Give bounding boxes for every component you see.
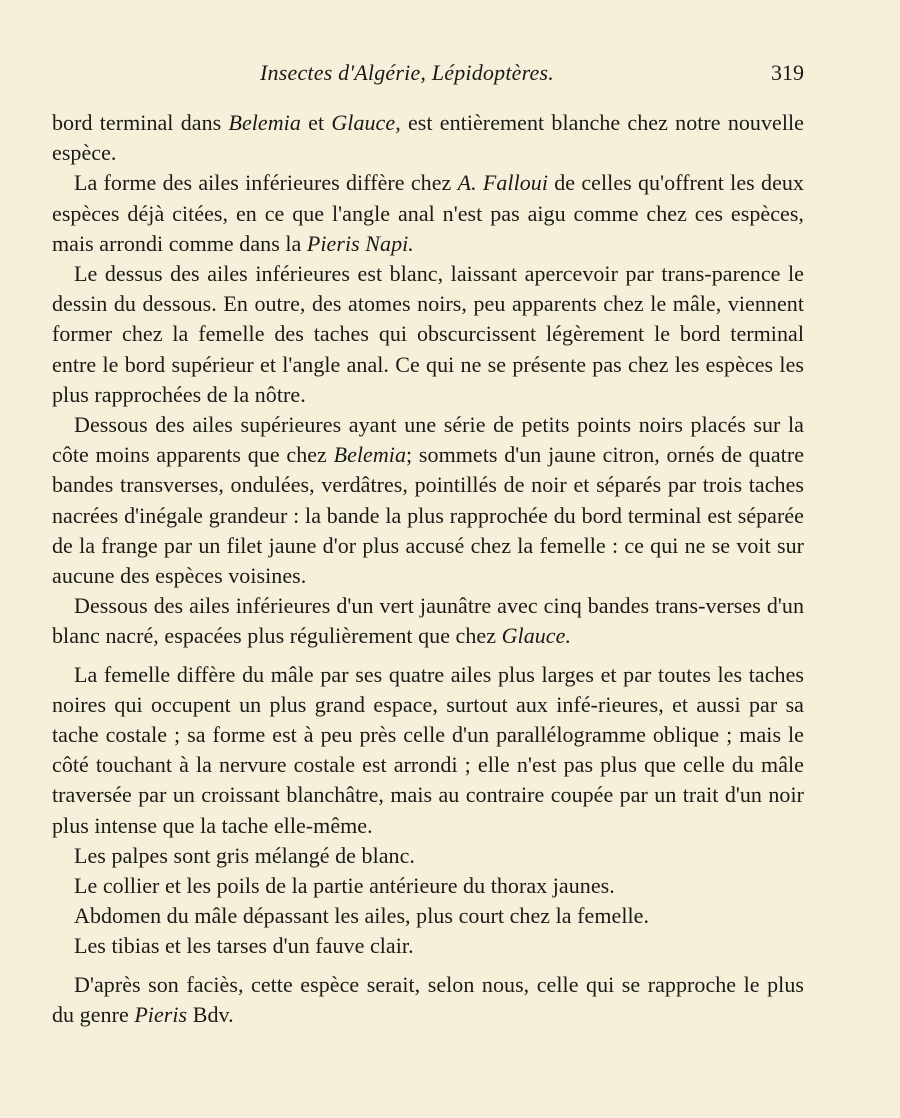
text-segment: Le dessus des ailes inférieures est blanc, laissant apercevoir par trans-parence le dessin du dessous. En outre, des atomes noirs, peu apparents chez le mâle, viennent former chez la femelle des taches qui obscurcissent légèrement le bord terminal entre le bord supérieur et l'angle anal. Ce qui ne se présente pas chez les espèces les plus rapprochées de la nôtre. [52, 261, 804, 407]
italic-name: Glauce, [331, 110, 401, 135]
italic-name: Glauce. [501, 623, 571, 649]
italic-name: Pieris [134, 1001, 188, 1027]
running-title: Insectes d'Algérie, Lépidoptères. [260, 60, 554, 85]
text-segment: et [300, 110, 332, 135]
paragraph [52, 841, 804, 871]
paragraph [52, 970, 804, 1030]
text-segment: ; sommets d'un jaune citron, ornés de quatre bandes transverses, ondulées, verdâtres, pointillés de noir et séparés par trois taches nacrées d'inégale grandeur : la bande la plus rapprochée du bord terminal est séparée de la frange par un filet jaune d'or plus accusé chez la femelle : ce qui ne se voit sur aucune des espèces voisines. [52, 442, 805, 589]
page-number: 319 [771, 60, 804, 85]
italic-name: Pieris Napi. [306, 230, 414, 256]
text-segment: Le collier et les poils de la partie antérieure du thorax jaunes. [74, 873, 615, 899]
body-text [52, 108, 804, 1030]
paragraph [52, 410, 804, 591]
text-segment: est entièrement blanche chez notre nouvelle espèce. [52, 110, 804, 166]
paragraph [52, 168, 804, 259]
text-segment: Bdv. [187, 1001, 234, 1027]
paragraph [52, 901, 804, 931]
text-segment: Dessous des ailes supérieures ayant une série de petits points noirs placés sur la côte moins apparents que chez [52, 412, 804, 468]
paragraph [52, 660, 804, 841]
text-segment: de celles qu'offrent les deux espèces déjà citées, en ce que l'angle anal n'est pas aigu comme chez ces espèces, mais arrondi comme dans la [52, 170, 804, 256]
text-segment: La femelle diffère du mâle par ses quatre ailes plus larges et par toutes les taches noires qui occupent un plus grand espace, surtout aux infé-rieures, et aussi par sa tache costale ; sa forme est à peu près celle d'un parallélogramme oblique ; mais le côté touchant à la nervure costale est arrondi ; elle n'est pas plus que celle du mâle traversée par un croissant blanchâtre, mais au contraire coupée par un trait d'un noir plus intense que la tache elle-même. [52, 661, 804, 838]
italic-name: A. Falloui [457, 170, 548, 196]
running-header [52, 56, 804, 90]
paragraph [52, 108, 804, 168]
paragraph [52, 871, 804, 901]
paragraph [52, 931, 804, 961]
text-segment: Abdomen du mâle dépassant les ailes, plus court chez la femelle. [74, 903, 650, 929]
paragraph [52, 591, 804, 651]
italic-name: Belemia [333, 442, 407, 468]
text-segment: Les tibias et les tarses d'un fauve clair. [74, 933, 414, 959]
text-segment: Les palpes sont gris mélangé de blanc. [74, 842, 415, 868]
paragraph [52, 259, 804, 410]
text-segment: bord terminal dans [52, 110, 229, 135]
italic-name: Belemia [228, 110, 301, 135]
text-segment: D'après son faciès, cette espèce serait, selon nous, celle qui se rapproche le plus du genre [52, 971, 804, 1027]
text-segment: La forme des ailes inférieures diffère chez [74, 170, 458, 196]
text-segment: Dessous des ailes inférieures d'un vert jaunâtre avec cinq bandes trans-verses d'un blanc nacré, espacées plus régulièrement que chez [52, 593, 804, 649]
